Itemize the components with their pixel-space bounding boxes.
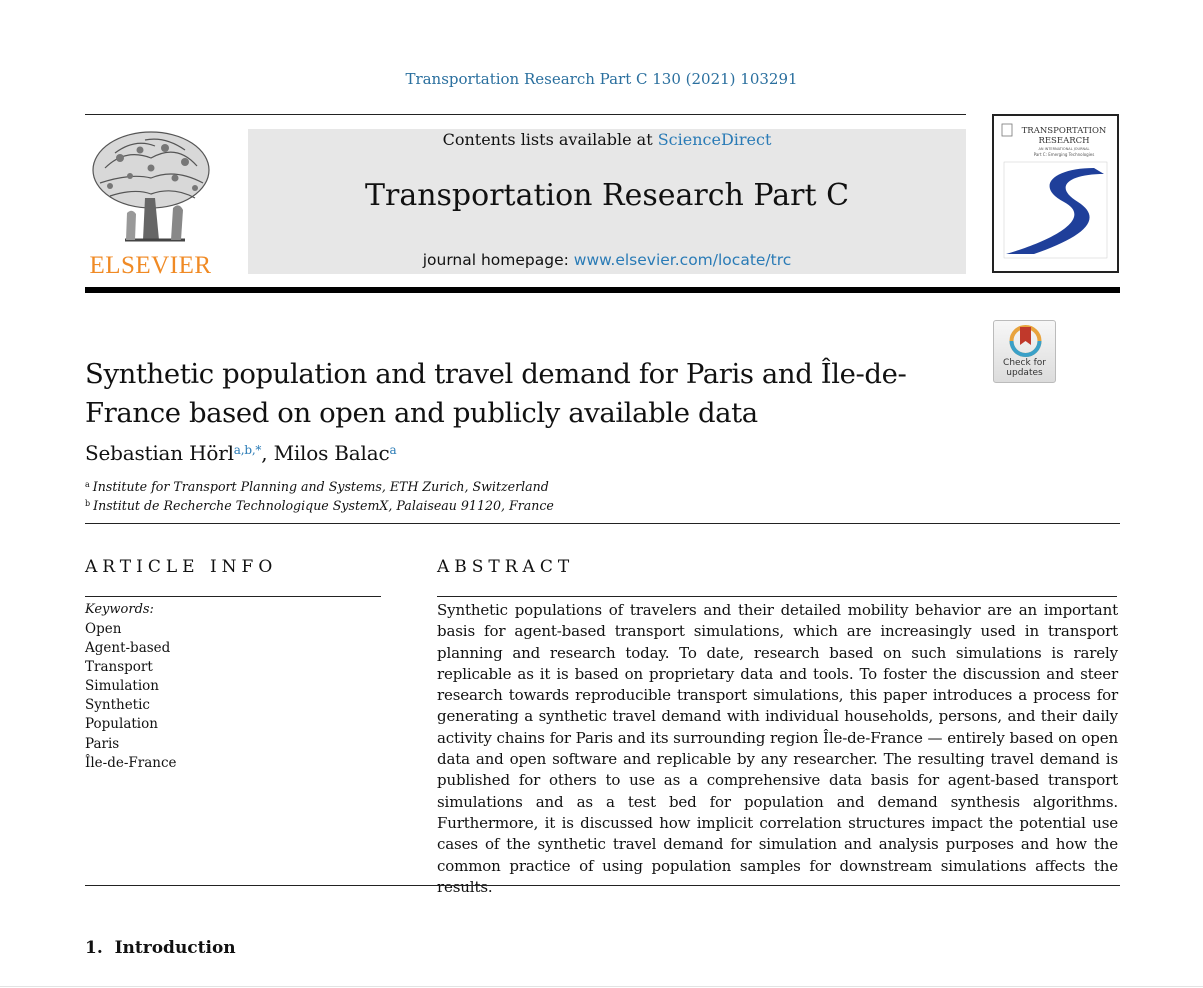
elsevier-wordmark: ELSEVIER bbox=[89, 252, 212, 279]
affiliation bbox=[85, 498, 554, 513]
homepage-prefix: journal homepage: bbox=[422, 251, 574, 269]
journal-title: Transportation Research Part C bbox=[364, 178, 850, 213]
affiliation bbox=[85, 479, 549, 494]
contents-prefix: Contents lists available at bbox=[442, 130, 658, 149]
section-number: 1. bbox=[85, 938, 103, 958]
keyword: Open bbox=[85, 621, 122, 637]
keyword-list bbox=[85, 620, 177, 773]
header-top-rule bbox=[85, 114, 966, 115]
cover-title-line2: RESEARCH bbox=[1038, 136, 1090, 146]
sciencedirect-link[interactable]: ScienceDirect bbox=[657, 130, 772, 149]
page-bottom-edge bbox=[0, 986, 1203, 987]
author-name[interactable]: Milos Balac bbox=[273, 441, 390, 465]
cover-subtitle: AN INTERNATIONAL JOURNAL bbox=[1038, 147, 1090, 151]
affiliation-text: Institute for Transport Planning and Systems, ETH Zurich, Switzerland bbox=[92, 479, 549, 494]
article-title: Synthetic population and travel demand for Paris and Île-de-France based on open and publicly available data bbox=[85, 358, 907, 429]
contents-line bbox=[248, 130, 966, 149]
author-affiliation-marks[interactable]: a bbox=[389, 443, 397, 457]
section-title: Introduction bbox=[114, 938, 236, 958]
front-matter-bottom-rule bbox=[85, 885, 1120, 886]
author-affiliation-marks[interactable]: a,b,* bbox=[233, 443, 262, 457]
homepage-link[interactable]: www.elsevier.com/locate/trc bbox=[573, 251, 792, 269]
keyword: Synthetic bbox=[85, 697, 150, 714]
keyword: Agent-based bbox=[85, 640, 171, 657]
keyword: Population bbox=[85, 716, 158, 733]
author-name[interactable]: Sebastian Hörl bbox=[85, 441, 234, 465]
affiliation-mark: a bbox=[85, 480, 90, 489]
section-divider bbox=[85, 523, 1120, 524]
article-info-heading: ARTICLE INFO bbox=[85, 557, 278, 577]
keyword: Île-de-France bbox=[85, 754, 177, 771]
check-for-updates-label: Check for updates bbox=[1003, 358, 1046, 378]
section-heading-introduction bbox=[85, 938, 236, 958]
keyword: Paris bbox=[85, 735, 120, 752]
affiliation-mark: b bbox=[85, 499, 91, 508]
crossmark-icon bbox=[994, 321, 1057, 361]
journal-cover[interactable] bbox=[992, 114, 1119, 273]
abstract-rule bbox=[437, 596, 1117, 597]
cover-part: Part C: Emerging Technologies bbox=[1033, 152, 1095, 157]
keyword: Transport bbox=[85, 659, 153, 676]
journal-reference[interactable]: Transportation Research Part C 130 (2021) 103291 bbox=[405, 70, 798, 88]
homepage-line bbox=[248, 251, 966, 269]
article-info-rule bbox=[85, 596, 381, 597]
cover-title-line1: TRANSPORTATION bbox=[1021, 126, 1107, 136]
header-thick-rule bbox=[85, 287, 1120, 293]
author-separator: , bbox=[261, 441, 274, 465]
affiliation-text: Institut de Recherche Technologique SystemX, Palaiseau 91120, France bbox=[93, 498, 554, 513]
abstract-text: Synthetic populations of travelers and their detailed mobility behavior are an important basis for agent-based transport simulations, which are increasingly used in transport planning and research today. To date, research based on such simulations is rarely replicable as it is based on proprietary data and tools. To foster the discussion and steer research towards reproducible transport simulations, this paper introduces a process for generating a synthetic travel demand with individual households, persons, and their daily activity chains for Paris and its surrounding region Île-de-France — entirely based on open data and open software and replicable by any researcher. The resulting travel demand is published for others to use as a comprehensive data basis for agent-based transport simulations and as a test bed for population and demand synthesis algorithms. Furthermore, it is discussed how implicit correlation structures impact the potential use cases of the synthetic travel demand for simulation and analysis purposes and how the common practice of using population samples for downstream simulations affects the results. bbox=[437, 601, 1118, 896]
abstract-heading: ABSTRACT bbox=[437, 557, 575, 577]
keywords-label: Keywords: bbox=[85, 602, 154, 617]
author-line bbox=[85, 441, 396, 465]
keyword: Simulation bbox=[85, 678, 159, 695]
